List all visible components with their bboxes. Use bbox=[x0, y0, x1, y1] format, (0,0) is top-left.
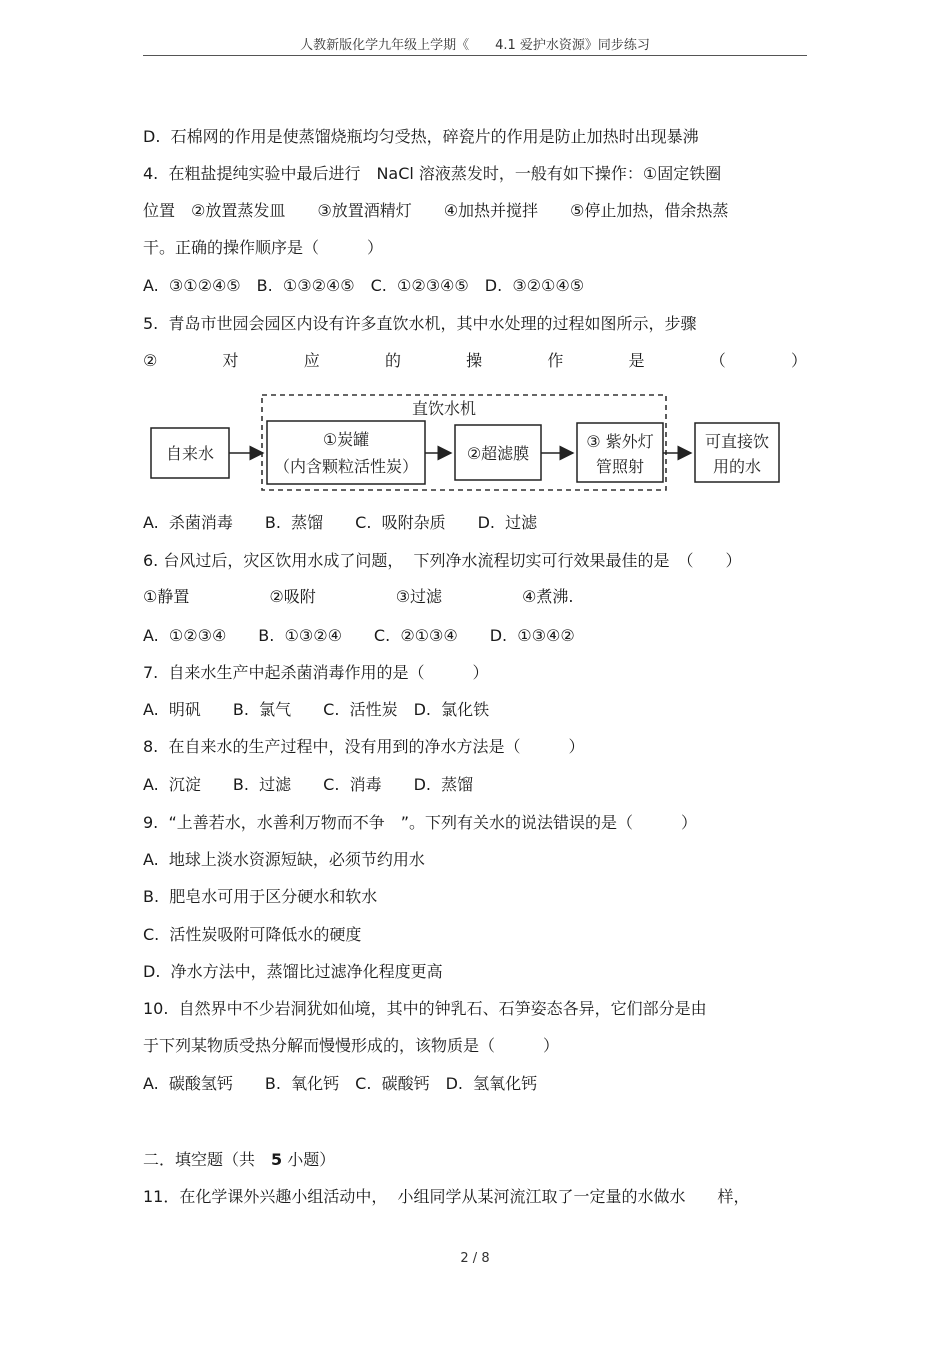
q5-word: 作 bbox=[547, 351, 564, 370]
q6-options: A. ①②③④ B. ①③②④ C. ②①③④ D. ①③④② bbox=[143, 626, 575, 645]
q7-options: A. 明矾 B. 氯气 C. 活性炭 D. 氯化铁 bbox=[143, 700, 490, 719]
page-number: 2 / 8 bbox=[460, 1251, 490, 1266]
step1-line1: ①炭罐 bbox=[322, 430, 370, 449]
q8-options: A. 沉淀 B. 过滤 C. 消毒 D. 蒸馏 bbox=[143, 775, 474, 794]
header-rule bbox=[143, 55, 807, 56]
step2-label: ②超滤膜 bbox=[466, 444, 530, 463]
section-heading-suffix: 小题） bbox=[282, 1150, 336, 1169]
section-heading-count: 5 bbox=[271, 1150, 283, 1169]
q5-stem-line1: 5. 青岛市世园会园区内设有许多直饮水机，其中水处理的过程如图所示，步骤 bbox=[143, 314, 697, 333]
q10-stem-line1: 10. 自然界中不少岩洞犹如仙境，其中的钟乳石、石笋姿态各异，它们部分是由 bbox=[143, 999, 707, 1018]
q5-word: ） bbox=[790, 351, 807, 370]
output-line2: 用的水 bbox=[712, 457, 762, 476]
q10-options: A. 碳酸氢钙 B. 氧化钙 C. 碳酸钙 D. 氢氧化钙 bbox=[143, 1074, 538, 1093]
output-line1: 可直接饮 bbox=[704, 432, 770, 451]
q4-stem-line3: 干。正确的操作顺序是（ ） bbox=[143, 238, 384, 257]
q4-stem-line2: 位置 ②放置蒸发皿 ③放置酒精灯 ④加热并搅拌 ⑤停止加热，借余热蒸 bbox=[143, 201, 729, 220]
q11-stem: 11．在化学课外兴趣小组活动中， 小组同学从某河流江取了一定量的水做水 样， bbox=[143, 1187, 750, 1206]
q6-steps: ①静置 ②吸附 ③过滤 ④煮沸. bbox=[143, 587, 574, 606]
q8-stem: 8. 在自来水的生产过程中，没有用到的净水方法是（ ） bbox=[143, 737, 585, 756]
source-label: 自来水 bbox=[165, 444, 215, 463]
q5-options: A. 杀菌消毒 B. 蒸馏 C. 吸附杂质 D. 过滤 bbox=[143, 513, 538, 532]
q5-word: 操 bbox=[466, 351, 483, 370]
step3-line2: 管照射 bbox=[595, 457, 645, 476]
q5-word: （ bbox=[709, 351, 726, 370]
page-header: 人教新版化学九年级上学期《 4.1 爱护水资源》同步练习 bbox=[300, 38, 650, 53]
water-process-diagram bbox=[143, 388, 785, 498]
machine-label: 直饮水机 bbox=[411, 399, 477, 418]
diagram-svg bbox=[143, 388, 785, 498]
q9-option-b: B. 肥皂水可用于区分硬水和软水 bbox=[143, 887, 378, 906]
q10-stem-line2: 于下列某物质受热分解而慢慢形成的，该物质是（ ） bbox=[143, 1036, 560, 1055]
step1-line2: （内含颗粒活性炭） bbox=[273, 457, 419, 476]
q5-word: 是 bbox=[628, 351, 645, 370]
section-heading-prefix: 二．填空题（共 bbox=[143, 1150, 272, 1169]
q5-stem-line2 bbox=[143, 351, 807, 371]
q9-option-c: C. 活性炭吸附可降低水的硬度 bbox=[143, 925, 362, 944]
q9-option-a: A. 地球上淡水资源短缺，必须节约用水 bbox=[143, 850, 425, 869]
q4-stem-line1: 4. 在粗盐提纯实验中最后进行 NaCl 溶液蒸发时，一般有如下操作：①固定铁圈 bbox=[143, 164, 722, 183]
q6-stem: 6. 台风过后，灾区饮用水成了问题， 下列净水流程切实可行效果最佳的是 （ ） bbox=[143, 551, 742, 570]
q4-options: A. ③①②④⑤ B. ①③②④⑤ C. ①②③④⑤ D. ③②①④⑤ bbox=[143, 276, 585, 295]
q5-word: 应 bbox=[303, 351, 320, 370]
q9-stem: 9. “上善若水，水善利万物而不争 ”。下列有关水的说法错误的是（ ） bbox=[143, 813, 698, 832]
section-heading bbox=[143, 1150, 335, 1170]
q5-word: ② bbox=[143, 351, 158, 370]
q5-word: 的 bbox=[384, 351, 401, 370]
q7-stem: 7. 自来水生产中起杀菌消毒作用的是（ ） bbox=[143, 663, 489, 682]
q9-option-d: D. 净水方法中，蒸馏比过滤净化程度更高 bbox=[143, 962, 443, 981]
step3-line1: ③ 紫外灯 bbox=[586, 432, 654, 451]
q5-word: 对 bbox=[222, 351, 239, 370]
q3-option-d: D. 石棉网的作用是使蒸馏烧瓶均匀受热，碎瓷片的作用是防止加热时出现暴沸 bbox=[143, 127, 699, 146]
